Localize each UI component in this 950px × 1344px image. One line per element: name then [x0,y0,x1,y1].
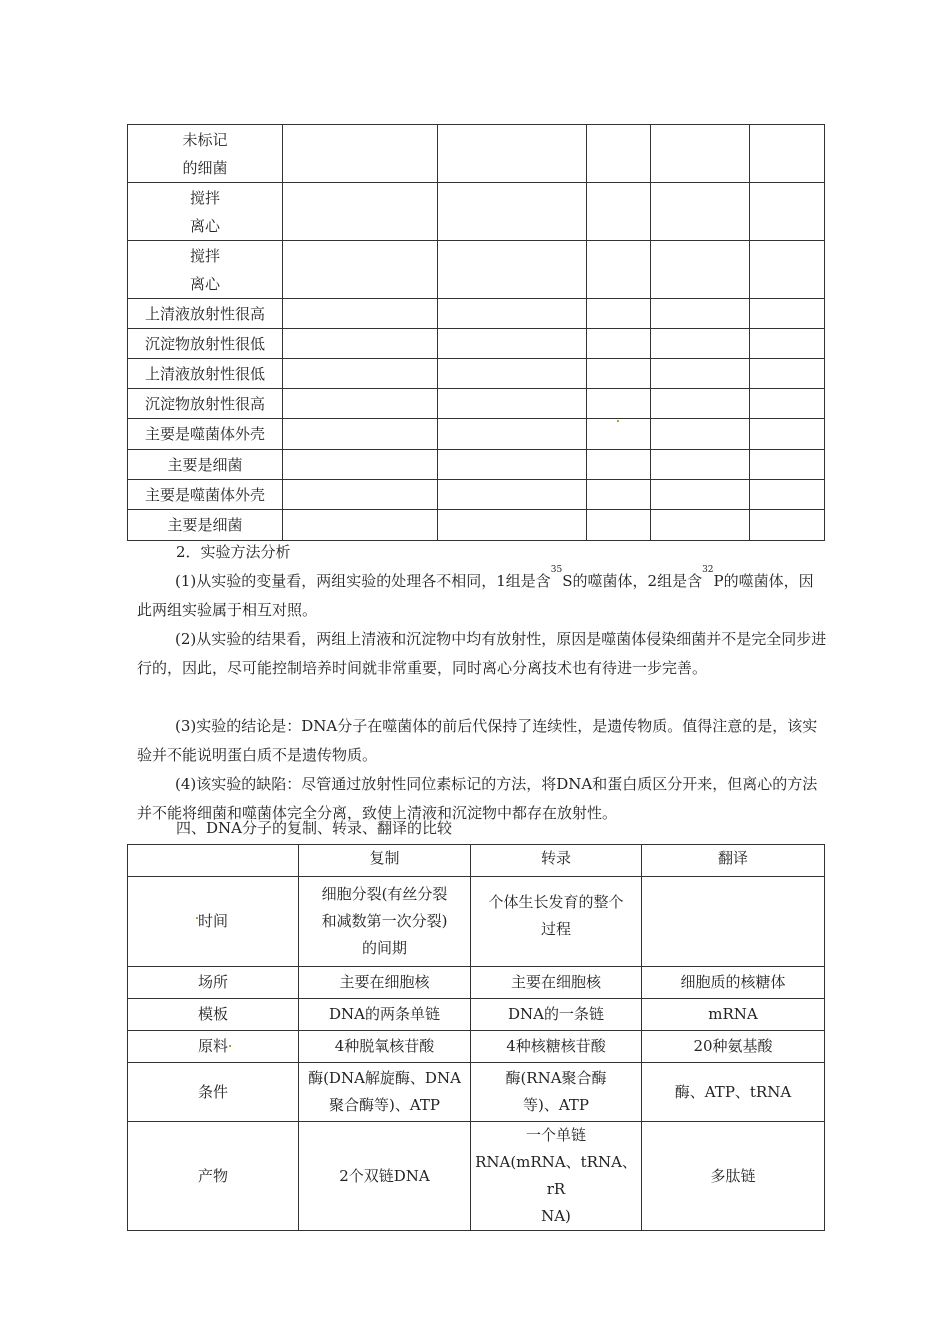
empty-cell [651,125,750,183]
empty-cell [283,299,438,329]
paragraph-3: (3)实验的结论是：DNA分子在噬菌体的前后代保持了连续性，是遗传物质。值得注意的是，该实验并不能说明蛋白质不是遗传物质。 [137,717,818,764]
empty-cell [587,359,651,389]
empty-cell [750,125,825,183]
table-cell: 4种脱氧核苷酸 [299,1031,471,1063]
mark-dot [229,1045,231,1047]
table-cell: 2个双链DNA [299,1122,471,1231]
table-cell: 20种氨基酸 [642,1031,825,1063]
table-cell: 多肽链 [642,1122,825,1231]
empty-cell [283,241,438,299]
empty-cell [651,359,750,389]
empty-cell [438,241,587,299]
empty-cell [651,299,750,329]
empty-cell [750,299,825,329]
empty-cell [651,480,750,510]
row-label-cell: 时间 [128,877,299,967]
paragraph-2: (2)从实验的结果看，两组上清液和沉淀物中均有放射性，原因是噬菌体侵染细菌并不是完全同步进行的，因此，尽可能控制培养时间就非常重要，同时离心分离技术也有待进一步完善。 [137,630,827,677]
row-label-cell: 条件 [128,1063,299,1122]
row-label-cell: 上清液放射性很高 [128,299,283,329]
empty-cell [587,389,651,419]
table-row [128,877,825,967]
table-row [128,419,825,450]
table-row [128,1122,825,1231]
row-label-cell: 主要是噬菌体外壳 [128,419,283,450]
empty-cell [651,389,750,419]
table-cell [642,877,825,967]
row-label-cell: 搅拌 离心 [128,183,283,241]
table-row [128,1031,825,1063]
empty-cell [587,183,651,241]
table-row [128,299,825,329]
empty-cell [438,510,587,541]
empty-cell [651,450,750,480]
empty-cell [587,299,651,329]
table-cell: 4种核糖核苷酸 [471,1031,642,1063]
row-label-cell: 场所 [128,967,299,999]
empty-cell [651,241,750,299]
empty-cell [587,510,651,541]
table-row [128,480,825,510]
table-row [128,450,825,480]
table-row [128,999,825,1031]
empty-cell [438,183,587,241]
section-heading-methods: 2．实验方法分析 [176,543,291,561]
experiment-table [127,124,825,541]
empty-cell [587,125,651,183]
empty-cell [587,241,651,299]
empty-cell [651,329,750,359]
table-row [128,329,825,359]
empty-cell [283,450,438,480]
row-label-cell: 搅拌 离心 [128,241,283,299]
mark-dot [196,917,198,919]
header-cell: 转录 [471,845,642,877]
empty-cell [283,125,438,183]
empty-cell [587,450,651,480]
section-heading-comparison: 四、DNA分子的复制、转录、翻译的比较 [176,819,452,837]
table-cell: 酶、ATP、tRNA [642,1063,825,1122]
empty-cell [283,480,438,510]
table-row [128,241,825,299]
paragraph-4: (4)该实验的缺陷：尽管通过放射性同位素标记的方法，将DNA和蛋白质区分开来，但离心的方法并不能将细菌和噬菌体完全分离，致使上清液和沉淀物中都存在放射性。 [137,775,818,822]
table-row [128,125,825,183]
empty-cell [438,419,587,450]
header-cell: 翻译 [642,845,825,877]
table-row [128,359,825,389]
empty-cell [750,359,825,389]
table-row [128,967,825,999]
row-label-cell: 主要是噬菌体外壳 [128,480,283,510]
row-label-cell: 上清液放射性很低 [128,359,283,389]
table-cell: 细胞分裂(有丝分裂 和减数第一次分裂) 的间期 [299,877,471,967]
empty-cell [750,480,825,510]
row-label-cell: 主要是细菌 [128,510,283,541]
table-cell: 一个单链 RNA(mRNA、tRNA、rR NA) [471,1122,642,1231]
empty-cell [587,480,651,510]
paragraph-1: (1)从实验的变量看，两组实验的处理各不相同，1组是含$^{35}$S的噬菌体，2组是含$^{32}$P的噬菌体，因此两组实验属于相互对照。 [137,565,814,619]
table-cell: mRNA [642,999,825,1031]
empty-cell [438,359,587,389]
empty-cell [438,450,587,480]
table-cell: 个体生长发育的整个 过程 [471,877,642,967]
header-cell: 复制 [299,845,471,877]
table-row [128,1063,825,1122]
empty-cell [587,329,651,359]
row-label-cell: 沉淀物放射性很高 [128,389,283,419]
row-label-cell: 未标记 的细菌 [128,125,283,183]
header-cell [128,845,299,877]
table-cell: 主要在细胞核 [471,967,642,999]
empty-cell [750,329,825,359]
table-cell: DNA的一条链 [471,999,642,1031]
table-row [128,389,825,419]
empty-cell [283,510,438,541]
table-cell: 主要在细胞核 [299,967,471,999]
empty-cell [750,450,825,480]
empty-cell [283,183,438,241]
mark-dot [617,420,619,422]
row-label-cell: 原料 [128,1031,299,1063]
empty-cell [651,510,750,541]
empty-cell [283,359,438,389]
empty-cell [587,419,651,450]
row-label-cell: 模板 [128,999,299,1031]
row-label-cell: 沉淀物放射性很低 [128,329,283,359]
empty-cell [750,510,825,541]
empty-cell [438,389,587,419]
table-row [128,183,825,241]
empty-cell [438,125,587,183]
empty-cell [283,329,438,359]
empty-cell [750,183,825,241]
table-row [128,510,825,541]
table-header-row [128,845,825,877]
table-cell: 酶(RNA聚合酶 等)、ATP [471,1063,642,1122]
empty-cell [651,183,750,241]
comparison-table [127,844,825,1231]
empty-cell [750,419,825,450]
empty-cell [750,241,825,299]
empty-cell [438,329,587,359]
row-label-cell: 主要是细菌 [128,450,283,480]
empty-cell [750,389,825,419]
table-cell: 细胞质的核糖体 [642,967,825,999]
row-label-cell: 产物 [128,1122,299,1231]
table-cell: 酶(DNA解旋酶、DNA 聚合酶等)、ATP [299,1063,471,1122]
empty-cell [651,419,750,450]
empty-cell [438,480,587,510]
empty-cell [438,299,587,329]
table-cell: DNA的两条单链 [299,999,471,1031]
empty-cell [283,419,438,450]
empty-cell [283,389,438,419]
